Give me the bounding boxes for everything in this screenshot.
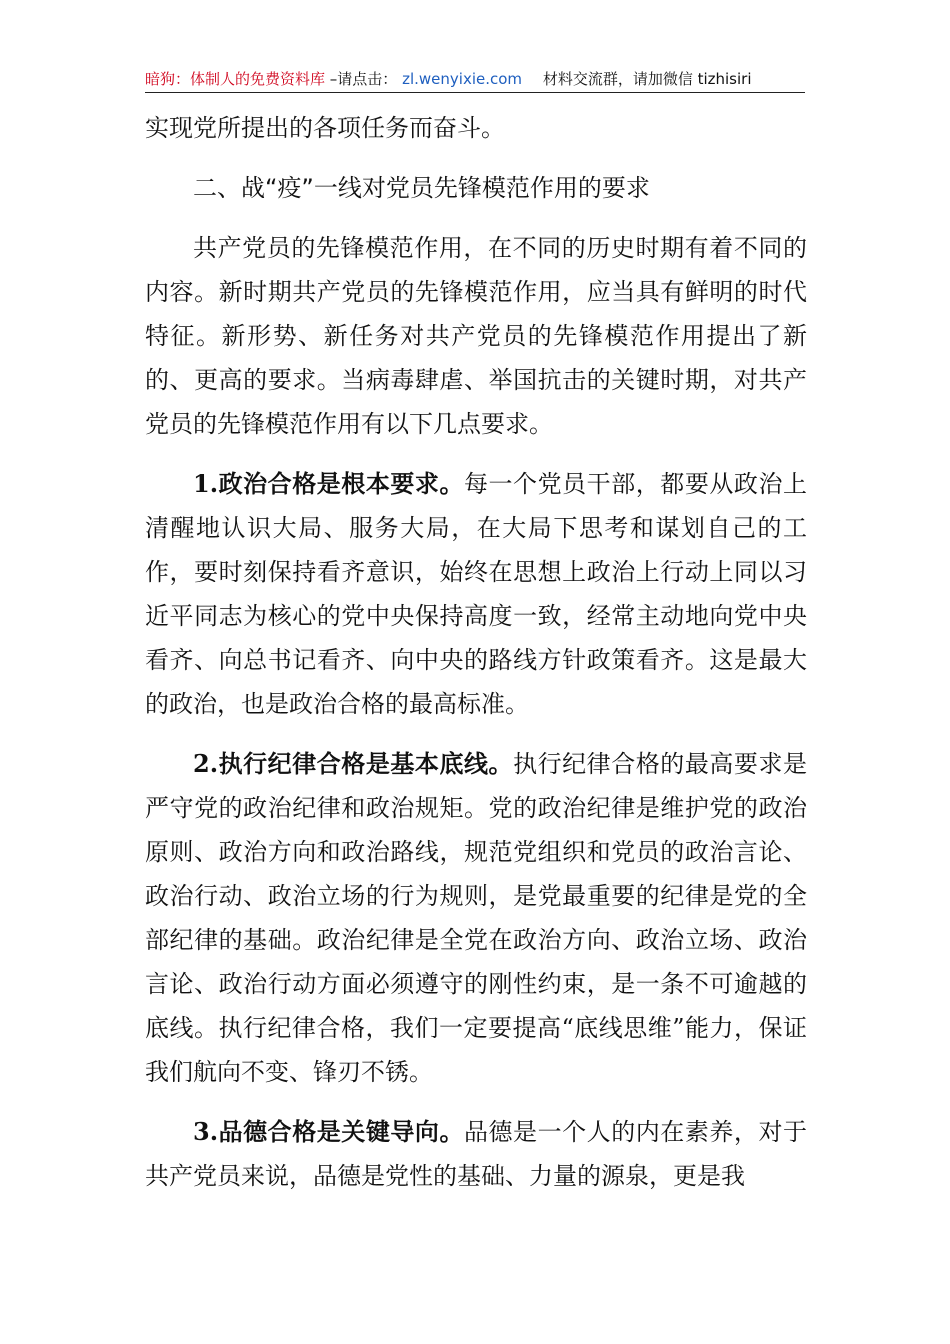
header-prompt: –请点击：	[329, 70, 398, 88]
paragraph-item-2	[145, 742, 807, 1094]
item-2-text: 执行纪律合格的最高要求是严守党的政治纪律和政治规矩。党的政治纪律是维护党的政治原则、政治方向和政治路线，规范党组织和党员的政治言论、政治行动、政治立场的行为规则，是党最重要的纪律是党的全部纪律的基础。政治纪律是全党在政治方向、政治立场、政治言论、政治行动方面必须遵守的刚性约束，是一条不可逾越的底线。执行纪律合格，我们一定要提高“底线思维”能力，保证我们航向不变、锋刃不锈。	[145, 750, 807, 1086]
header-brand: 暗狗：体制人的免费资料库	[145, 70, 326, 88]
paragraph-item-1	[145, 462, 807, 726]
item-1-text: 每一个党员干部，都要从政治上清醒地认识大局、服务大局，在大局下思考和谋划自己的工作，要时刻保持看齐意识，始终在思想上政治上行动上同以习近平同志为核心的党中央保持高度一致，经常主动地向党中央看齐、向总书记看齐、向中央的路线方针政策看齐。这是最大的政治，也是政治合格的最高标准。	[145, 470, 807, 718]
paragraph-item-3	[145, 1110, 807, 1198]
section-heading: 二、战“疫”一线对党员先锋模范作用的要求	[193, 174, 650, 202]
item-2-lead: 2.执行纪律合格是基本底线。	[193, 749, 514, 778]
item-3-lead: 3.品德合格是关键导向。	[193, 1117, 464, 1146]
paragraph-intro: 共产党员的先锋模范作用，在不同的历史时期有着不同的内容。新时期共产党员的先锋模范作用，应当具有鲜明的时代特征。新形势、新任务对共产党员的先锋模范作用提出了新的、更高的要求。当病毒肆虐、举国抗击的关键时期，对共产党员的先锋模范作用有以下几点要求。	[145, 234, 807, 438]
page-header	[145, 68, 805, 93]
paragraph-continuation: 实现党所提出的各项任务而奋斗。	[145, 114, 505, 142]
header-url-link[interactable]: zl.wenyixie.com	[402, 70, 523, 88]
header-contact: 材料交流群，请加微信 tizhisiri	[542, 70, 752, 88]
item-1-lead: 1.政治合格是根本要求。	[193, 469, 464, 498]
item-3-text: 品德是一个人的内在素养，对于共产党员来说，品德是党性的基础、力量的源泉，更是我	[145, 1118, 807, 1190]
document-body	[145, 106, 807, 1198]
